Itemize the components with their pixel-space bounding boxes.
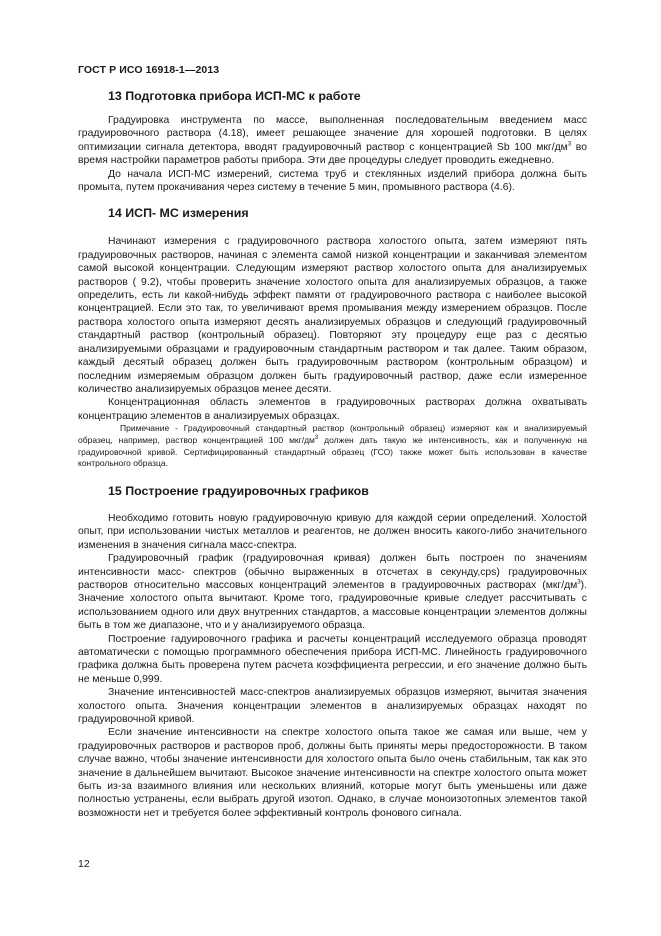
- section-13-title: 13 Подготовка прибора ИСП-МС к работе: [108, 89, 361, 103]
- text-run: Примечание - Градуировочный стандартный раствор (контрольный образец) измеряют как и анализируемый образец, например, раствор концентрацией 100 мкг/дм: [78, 423, 587, 445]
- text-run: ). Значение холостого опыта вычитают. Кроме того, градуировочные кривые следует рассчитывать с использованием одного или двух внутренних стандартов, а массовые концентрации элементов должны быть в том же диапазоне, что и у анализируемого образца.: [78, 579, 587, 632]
- superscript: 3: [577, 579, 581, 586]
- superscript: 3: [314, 435, 319, 441]
- section-14-paragraph-1: Начинают измерения с градуировочного раствора холостого опыта, затем измеряют пять градуировочных растворов, начиная с элемента самой низкой концентрации и заканчивая элементом самой высокой концентрации. Следующим измеряют раствор холостого опыта для анализируемых растворов ( 9.2), чтобы проверить значение холостого опыта для анализируемых образцов, а также определить, есть ли какой-нибудь эффект памяти от градуировочного раствора с наиболее высокой концентрацией. Если это так, то увеличивают время промывания между измерением образцов. После раствора холостого опыта измеряют десять анализируемых образцов и следующий градуировочный стандартный раствор (контрольный образец). Повторяют эту процедуру еще раз с десятью анализируемыми образцами и градуировочным стандартным раствором и так далее. Таким образом, каждый десятый образец должен быть градуировочным раствором (контрольным образцом) и последним измеряемым образцом должен быть градуировочный раствор, даже если измеренное количество анализируемых образцов менее десяти.: [78, 236, 587, 395]
- section-15-paragraph-5: Если значение интенсивности на спектре холостого опыта такое же самая или выше, чем у градуировочных растворов и растворов проб, должны быть приняты меры предосторожности. В таком случае важно, чтобы значение интенсивности для холостого опыта было очень стабильным, так как это значение в дальнейшем вычитают. Высокое значение интенсивности на спектре холостого опыта может быть из-за взаимного влияния или нескольких влияний, которые могут быть уменьшены или даже полностью устранены, если выбрать другой изотоп. Однако, в случае моноизотопных элементов такой возможности нет и требуется более эффективный контроль фонового сигнала.: [78, 727, 587, 819]
- section-15-paragraph-3: Построение гадуировочного графика и расчеты концентраций исследуемого образца проводят автоматически с помощью программного обеспечения прибора ИСП-МС. Линейность градуировочного графика должна быть проверена путем расчета коэффициента регрессии, и его значение должно быть не меньше 0,999.: [78, 633, 587, 685]
- document-code: ГОСТ Р ИСО 16918-1—2013: [78, 64, 220, 76]
- text-run: должен дать такую же интенсивность, как и полученную на градуировочной кривой. Сертифицированный стандартный образец (ГСО) также может быть использован в качестве контрольного образца.: [78, 434, 587, 469]
- page-number: 12: [78, 858, 90, 870]
- text-run: во время настройки параметров работы прибора. Эти две процедуры следует проводить ежедневно.: [78, 141, 587, 167]
- section-13-paragraph-2: До начала ИСП-МС измерений, система труб и стеклянных изделий прибора должна быть промыта, путем прокачивания через систему в течение 5 мин, промывного раствора (4.6).: [78, 168, 587, 194]
- page-content: [78, 85, 587, 820]
- section-14-paragraph-2: Концентрационная область элементов в градуировочных растворах должна охватывать концентрацию элементов в анализируемых образцах.: [78, 397, 587, 422]
- section-15-paragraph-1: Необходимо готовить новую градуировочную кривую для каждой серии определений. Холостой опыт, при использовании чистых металлов и реагентов, не должен вносить какого-либо значительного изменения в значения сигнала масс-спектра.: [78, 512, 587, 551]
- section-13-paragraph-1: [78, 114, 587, 168]
- section-15-paragraph-2: [78, 552, 587, 632]
- section-14-note: [78, 423, 587, 470]
- section-15-title: 15 Построение градуировочных графиков: [108, 483, 369, 498]
- section-14-title: 14 ИСП- МС измерения: [108, 206, 249, 221]
- superscript: 3: [567, 141, 572, 148]
- text-run: Градуировка инструмента по массе, выполненная последовательным введением масс градуировочного раствора (4.18), имеет решающее значение для хорошей подготовки. В целях оптимизации сигнала детектора, вводят градуировочный раствор с концентрацией Sb 100 мкг/дм: [78, 115, 587, 153]
- section-15-paragraph-4: Значение интенсивностей масс-спектров анализируемых образцов измеряют, вычитая значения холостого опыта. Значения концентрации элементов в анализируемых образцах находят по градуировочной кривой.: [78, 687, 587, 726]
- text-run: Градуировочный график (градуировочная кривая) должен быть построен по значениям интенсивности масс- спектров (обычно выраженных в отсчетах в секунду,cps) градуировочных растворов относительно массовых концентраций элементов в градуировочных растворах (мкг/дм: [78, 553, 587, 591]
